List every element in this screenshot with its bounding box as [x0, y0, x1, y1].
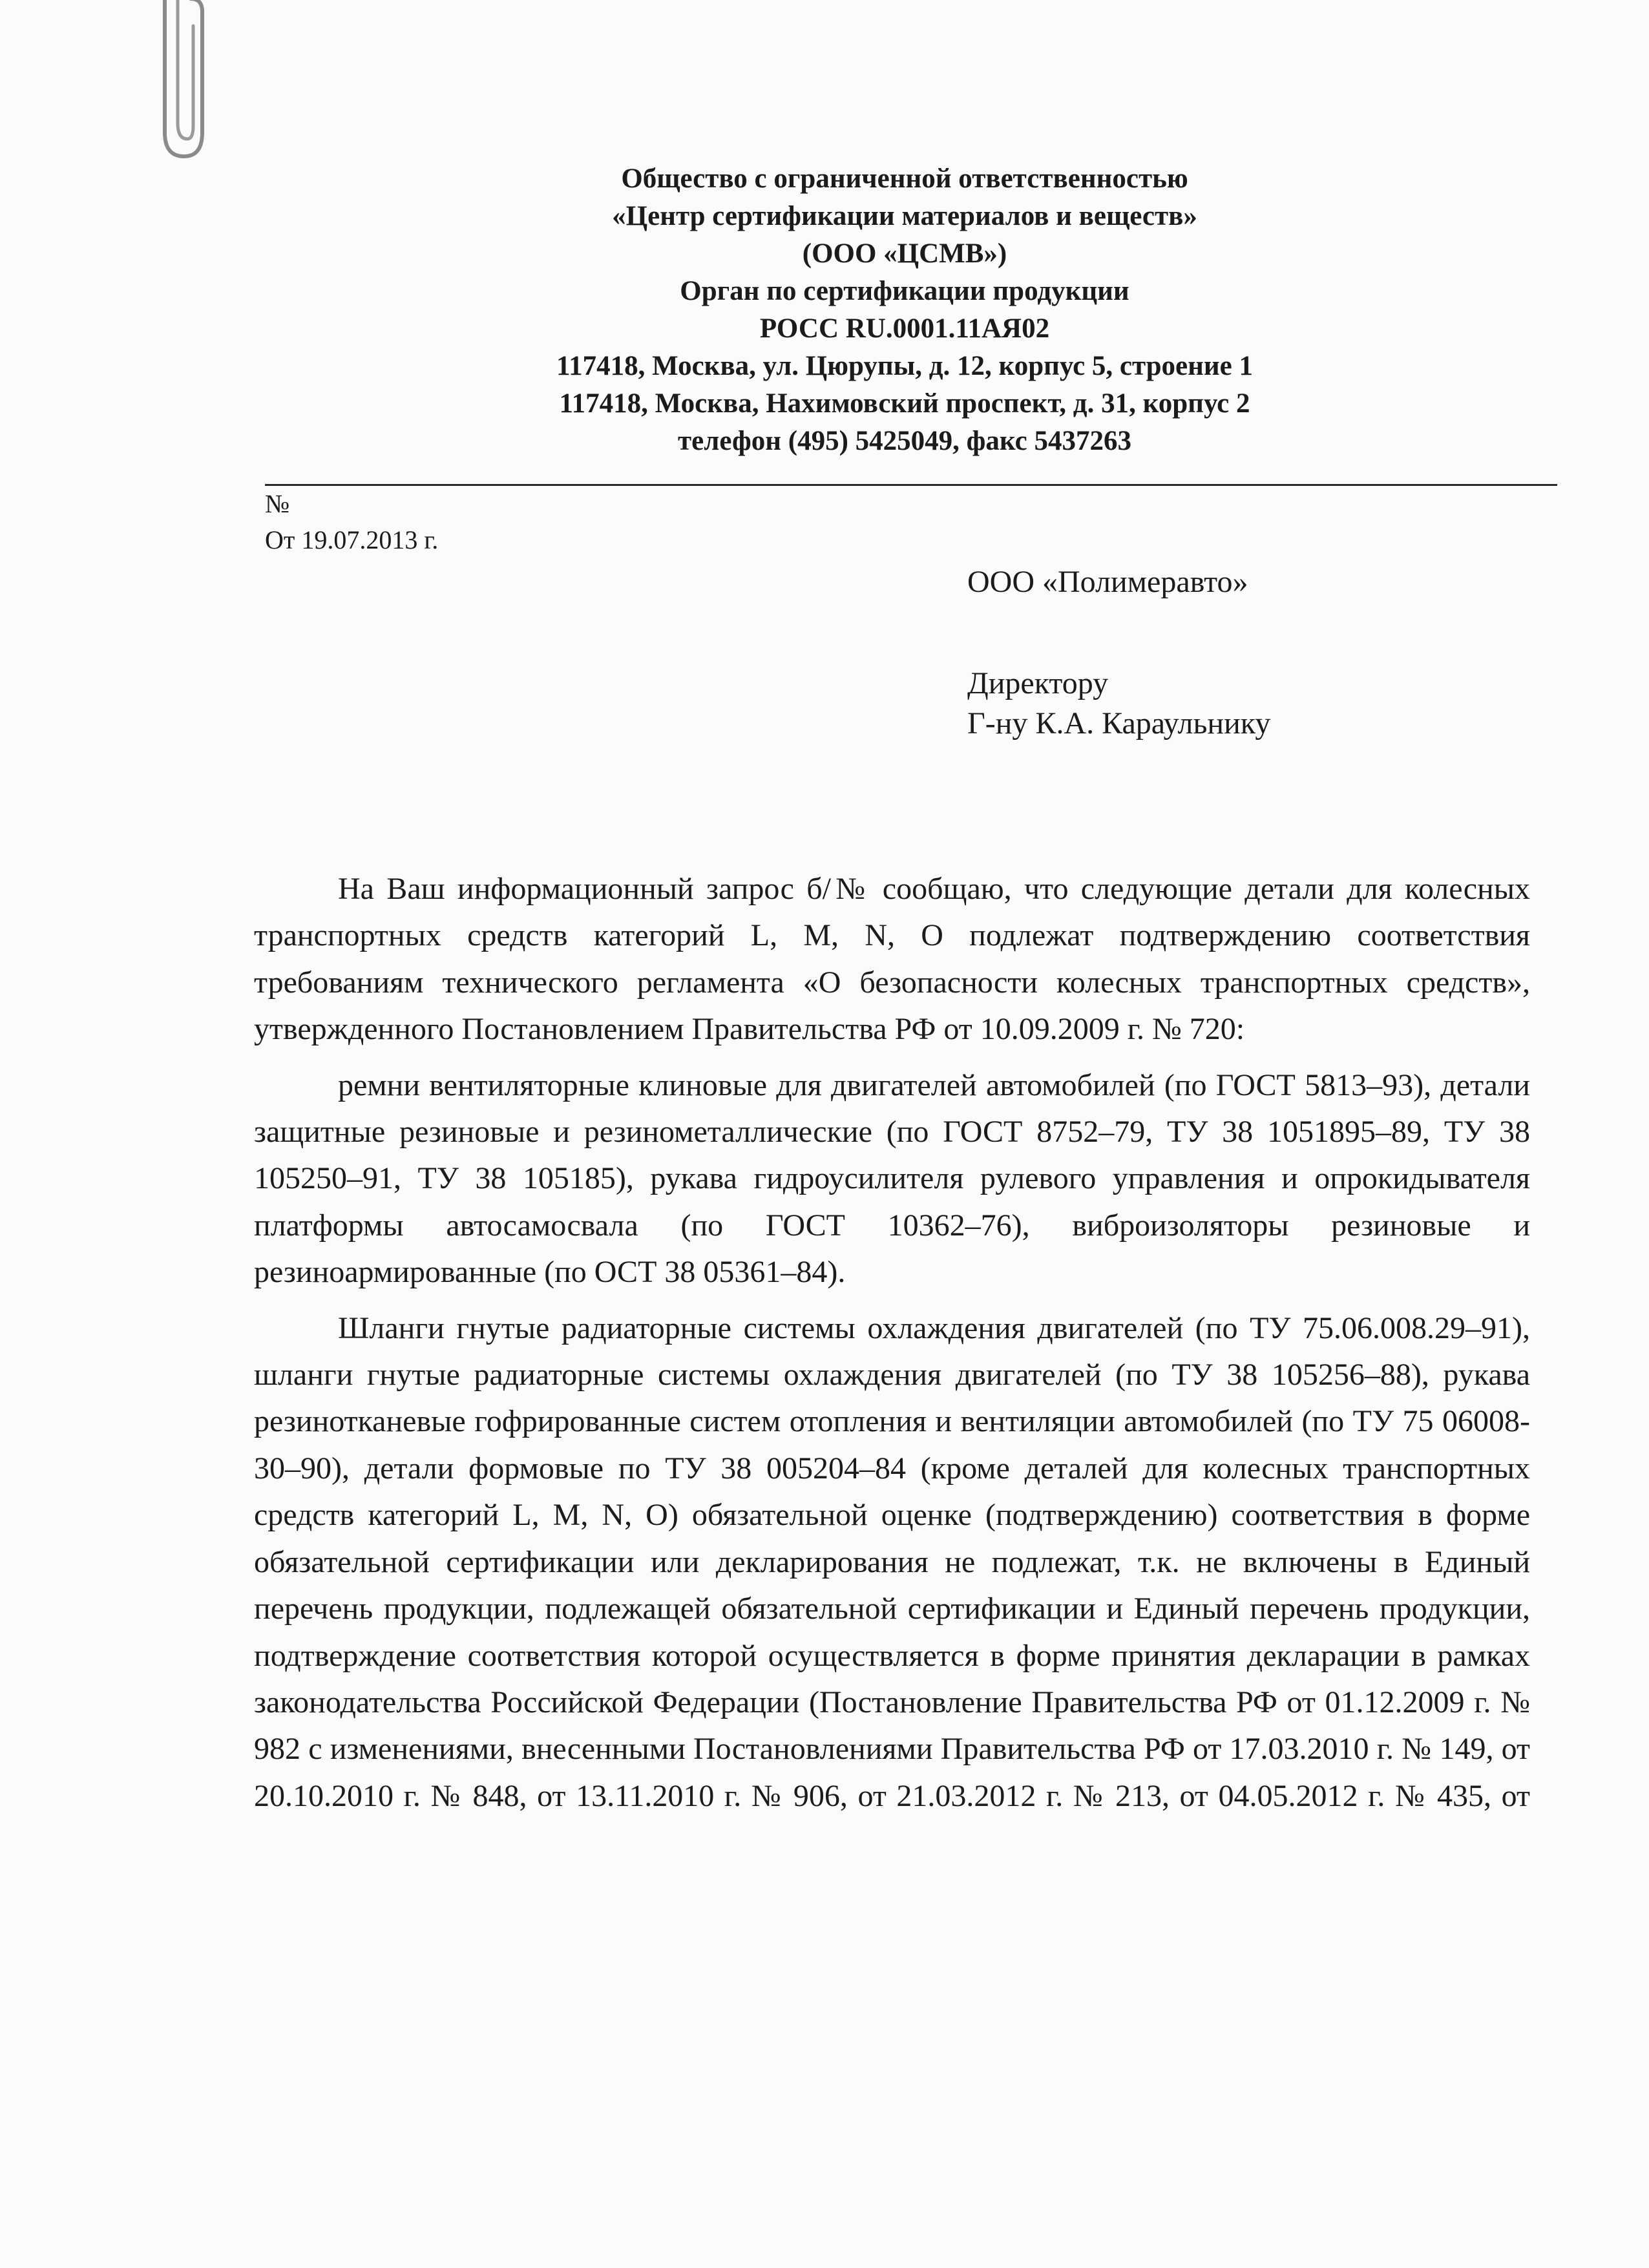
addressee-position: Директору — [967, 666, 1109, 700]
document-meta — [265, 486, 438, 558]
body-paragraph: ремни вентиляторные клиновые для двигателей автомобилей (по ГОСТ 5813–93), детали защитные резиновые и резинометаллические (по ГОСТ 8752–79, ТУ 38 1051895–89, ТУ 38 105250–91, ТУ 38 105185), рукава гидроусилителя рулевого управления и опрокидывателя платформы автосамосвала (по ГОСТ 10362–76), виброизоляторы резиновые и резиноармированные (по ОСТ 38 05361–84). — [254, 1067, 1530, 1290]
document-date: От 19.07.2013 г. — [265, 525, 439, 554]
body-paragraph: Шланги гнутые радиаторные системы охлаждения двигателей (по ТУ 75.06.008.29–91), шланги гнутые радиаторные системы охлаждения двигателей (по ТУ 38 105256–88), рукава резинотканевые гофрированные систем отопления и вентиляции автомобилей (по ТУ 75 06008-30–90), детали формовые по ТУ 38 005204–84 (кроме деталей для колесных транспортных средств категорий L, M, N, O) обязательной оценке (подтверждению) соответствия в форме обязательной сертификации или декларирования не подлежат, т.к. не включены в Единый перечень продукции, подлежащей обязательной сертификации и Единый перечень продукции, подтверждение соответствия которой осуществляется в форме принятия декларации в рамках законодательства Российской Федерации (Постановление Правительства РФ от 01.12.2009 г. № 982 с изменениями, внесенными Постановлениями Правительства РФ от 17.03.2010 г. № 149, от 20.10.2010 г. № 848, от 13.11.2010 г. № 906, от 21.03.2012 г. № 213, от 04.05.2012 г. № 435, от — [254, 1310, 1530, 1813]
certification-body-title: Орган по сертификации продукции — [680, 276, 1129, 306]
organization-short-name: (ООО «ЦСМВ») — [802, 238, 1007, 269]
letter-body — [254, 866, 1530, 1820]
body-paragraph: На Ваш информационный запрос б/№ сообщаю, что следующие детали для колесных транспортных средств категорий L, M, N, O подлежат подтверждению соответствия требованиям технического регламента «О безопасности колесных транспортных средств», утвержденного Постановлением Правительства РФ от 10.09.2009 г. № 720: — [254, 872, 1530, 1047]
accreditation-number: РОСС RU.0001.11АЯ02 — [759, 313, 1050, 344]
addressee-block — [967, 562, 1270, 744]
letterhead — [194, 160, 1615, 460]
address-line-2: 117418, Москва, Нахимовский проспект, д. 31, корпус 2 — [559, 388, 1250, 419]
organization-name-line: Общество с ограниченной ответственностью — [621, 163, 1188, 194]
contact-phone-fax: телефон (495) 5425049, факс 5437263 — [678, 426, 1131, 456]
addressee-company: ООО «Полимеравто» — [967, 565, 1248, 599]
addressee-name: Г-ну К.А. Караульнику — [967, 706, 1271, 740]
address-line-1: 117418, Москва, ул. Цюрупы, д. 12, корпус 5, строение 1 — [556, 351, 1254, 381]
header-divider — [265, 484, 1557, 486]
document-number-label: № — [265, 489, 290, 518]
paper-clip-icon — [139, 0, 216, 168]
organization-full-name: «Центр сертификации материалов и веществ» — [612, 201, 1197, 231]
